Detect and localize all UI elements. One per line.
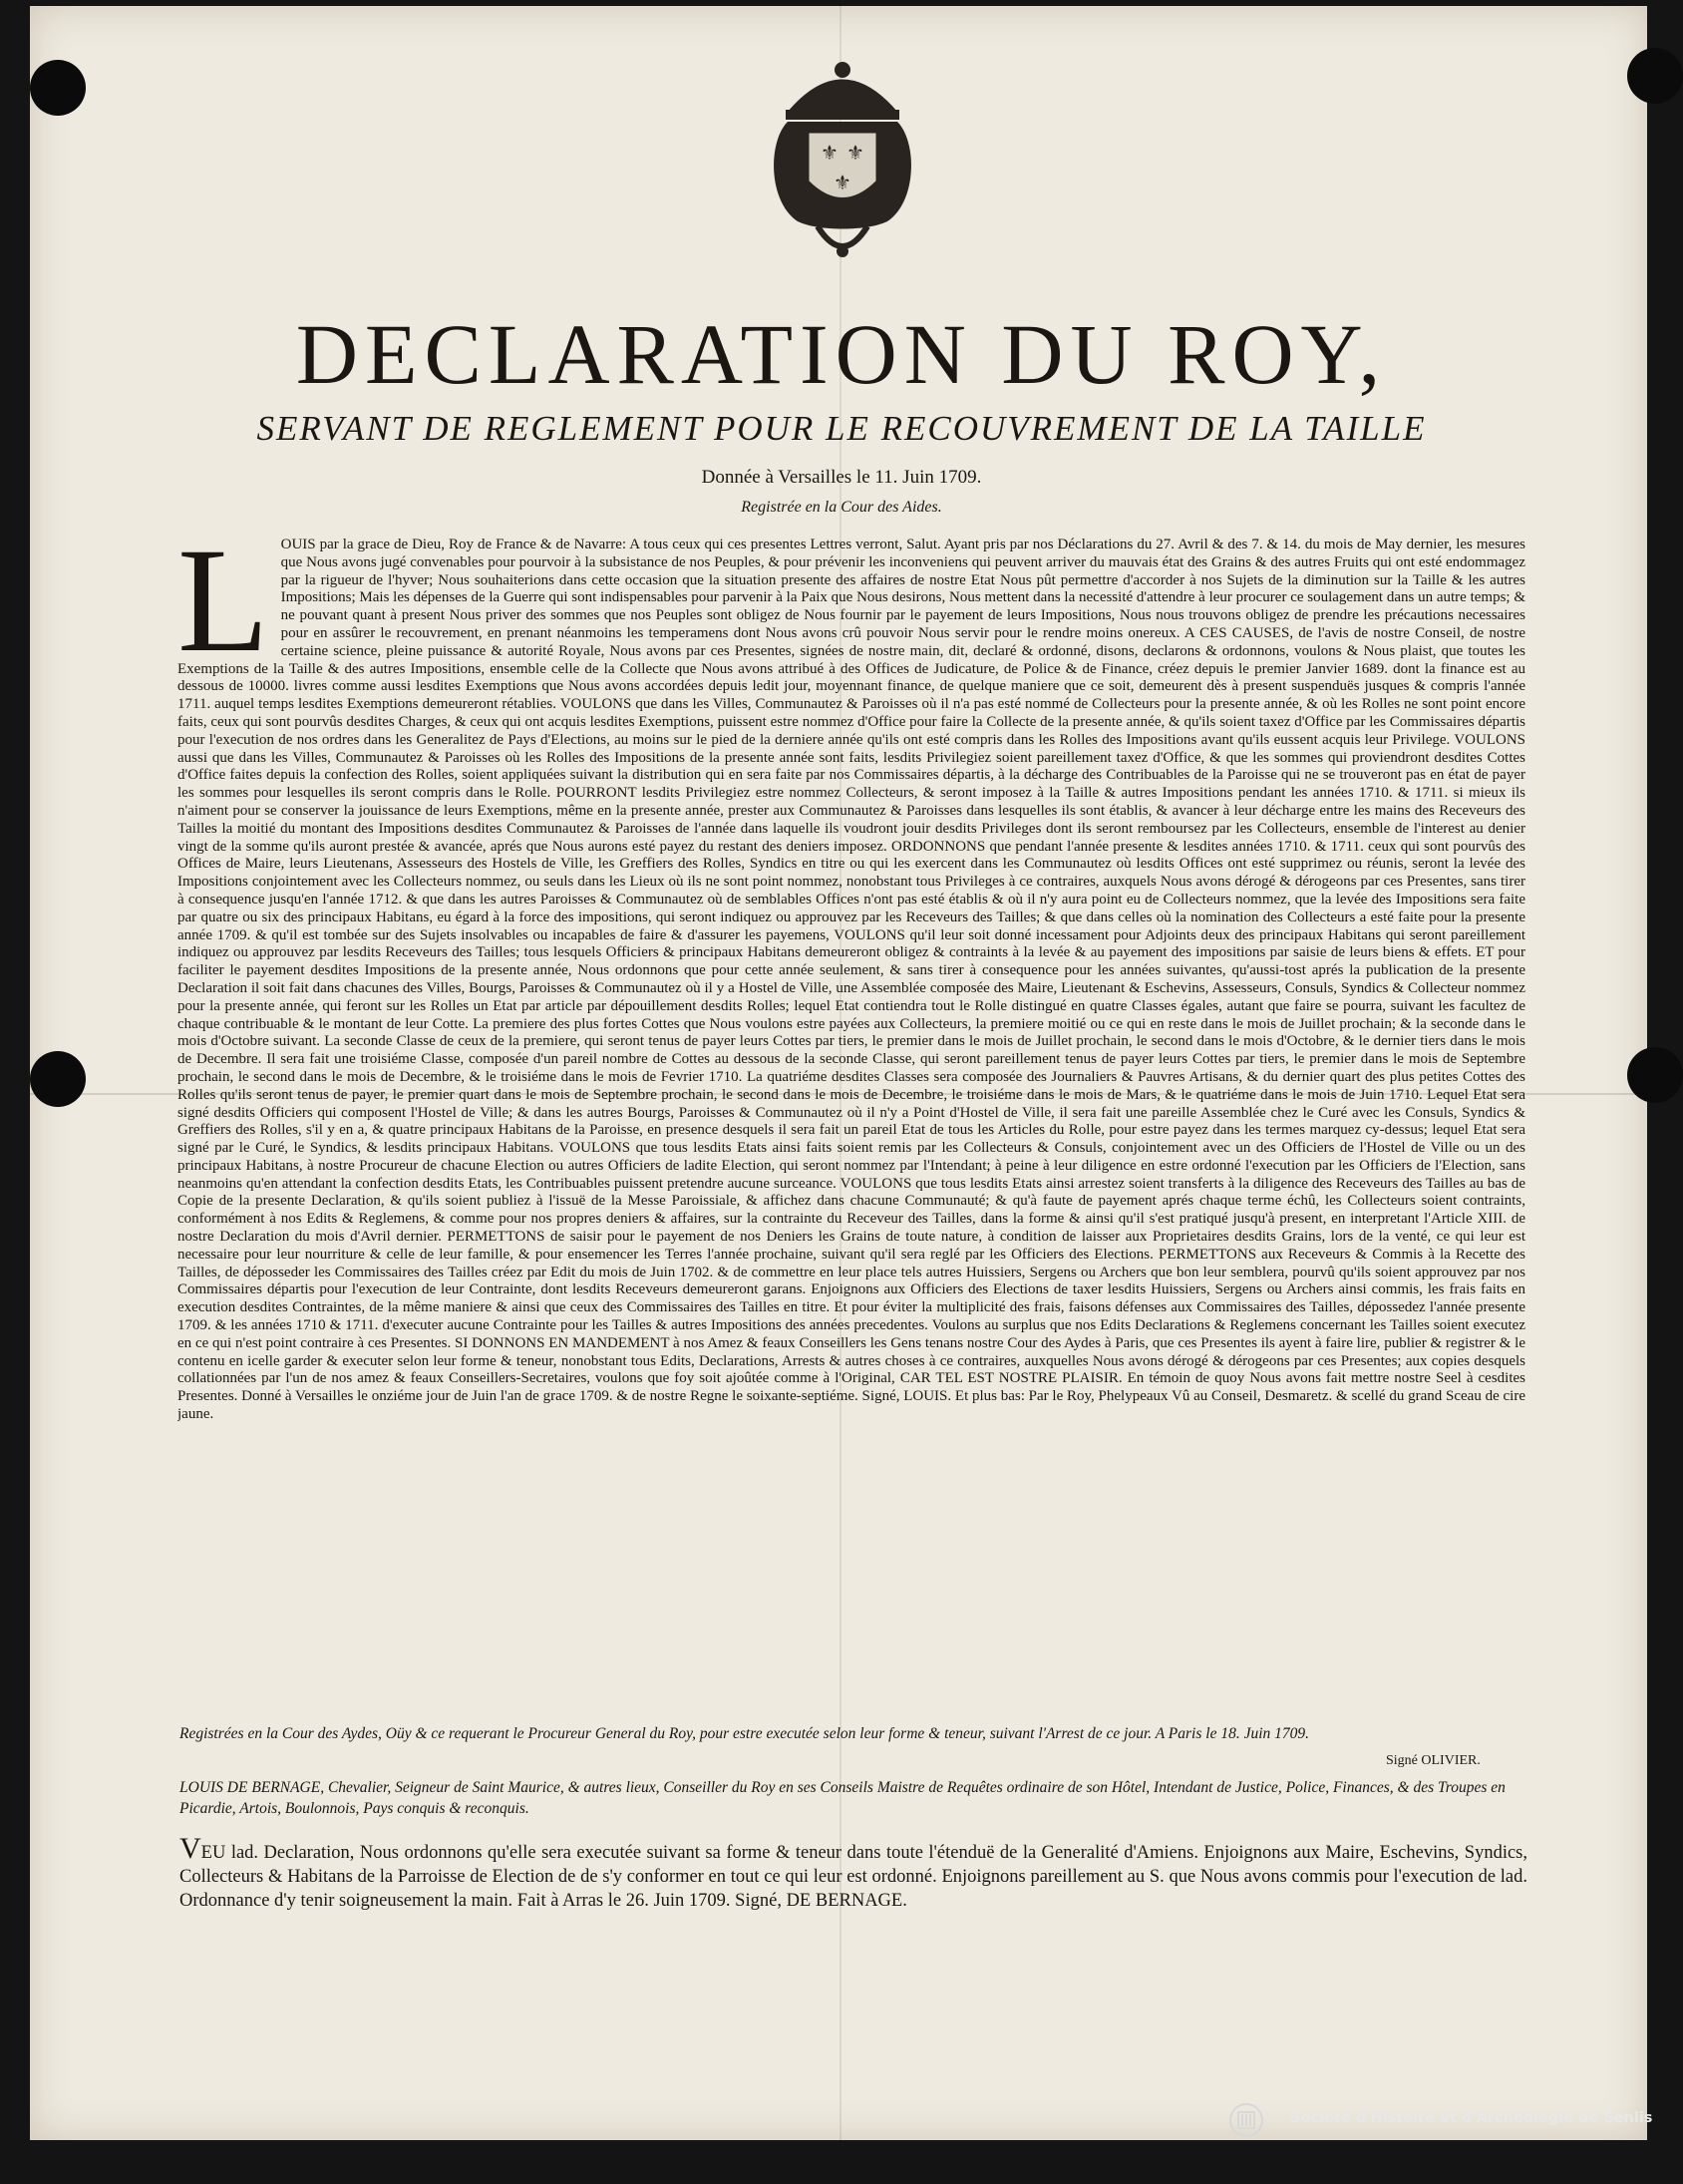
pin-hole-top-right <box>1627 48 1683 104</box>
given-at: Donnée à Versailles le 11. Juin 1709. <box>701 467 982 488</box>
signature-olivier: Signé OLIVIER. <box>1386 1753 1481 1768</box>
svg-text:⚜: ⚜ <box>821 141 839 165</box>
pin-hole-mid-right <box>1627 1047 1683 1103</box>
document-subtitle: SERVANT DE REGLEMENT POUR LE RECOUVREMENT DE LA TAILLE <box>256 409 1427 448</box>
declaration-text: OUIS par la grace de Dieu, Roy de France & de Navarre: A tous ceux qui ces presentes Lettres verront, Salut. Ayant pris par nos Déclarations du 27. Avril & des 7. & 14. du mois de May dernier, les mesures que Nous avons jugé convenables pour pourvoir à la subsistance de nos Peuples, & pour prévenir les inconveniens qui peuvent arriver du mauvais état des Grains & des autres Fruits qui ont esté endommagez par la rigueur de l'hyver; Nous souhaiterions dans cette occasion que la situation presente des affaires de nostre Etat Nous pût permettre d'accorder à nos Sujets de la diminution sur la Taille & les autres Impositions; Mais les dépenses de la Guerre qui sont indispensables pour parvenir à la Paix que Nous desirons, Nous mettent dans la necessité d'attendre à leur procurer ce soulagement dans un autre temps; & ne pouvant quant à present Nous priver des sommes que nos Peuples sont obligez de Nous fournir par le payement de leurs Impositions, Nous nous trouvons obligez de prendre les précautions necessaires pour en assûrer le recouvrement, en prenant néanmoins les temperamens dont Nous avons crû pouvoir Nous servir pour le rendre moins onereux. A CES CAUSES, de l'avis de nostre Conseil, de nostre certaine science, pleine puissance & autorité Royale, Nous avons par ces Presentes, signées de nostre main, dit, declaré & ordonné, disons, declarons & ordonnons, voulons & Nous plaist, que toutes les Exemptions de la Taille & des autres Impositions, ensemble celle de la Collecte que Nous avons attribué à des Offices de Judicature, de Police & de Finance, créez depuis le premier Janvier 1689. dont la finance est au dessous de 10000. livres comme aussi lesdites Exemptions que Nous avons accordées depuis ledit jour, moyennant finance, de quelque maniere que ce soit, demeurent dès à present suspenduës jusques & compris l'année 1711. auquel temps lesdites Exemptions demeureront rétablies. VOULONS que dans les Villes, Communautez & Paroisses où il n'a pas esté nommé de Collecteurs pour la presente année, & où les Rolles ne sont point encore faits, ceux qui sont pourvûs desdites Charges, & ceux qui ont acquis lesdites Exemptions, puissent estre nommez d'Office pour faire la Collecte de la presente année, & qu'ils soient taxez d'Office par les Commissaires départis pour l'execution de nos ordres dans les Generalitez de Pays d'Elections, au moins sur le pied de la derniere année qu'ils ont esté compris dans les Rolles des Impositions avant qu'ils eussent acquis leur Privilege. VOULONS aussi que dans les Villes, Communautez & Paroisses où les Rolles des Impositions de la presente année sont faits, lesdits Privilegiez soient pareillement taxez d'Office, & que les sommes qui proviendront desdites Cottes d'Office faites depuis la confection des Rolles, soient appliquées suivant la distribution qui en sera faite par nos Commissaires départis, à la décharge des Contribuables de la Paroisse qui ne se trouveront pas en état de payer les sommes pour lesquelles ils seront compris dans le Rolle. POURRONT lesdits Privilegiez estre nommez Collecteurs, & seront imposez à la Taille & autres Impositions pendant les années 1710. & 1711. si mieux ils n'aiment pour se conserver la jouissance de leurs Exemptions, même en la presente année, prester aux Communautez & Paroisses dans lesquelles ils sont établis, & avancer à leur décharge entre les mains des Receveurs des Tailles la moitié du montant des Impositions desdites Communautez & Paroisses de l'année dans laquelle ils voudront jouir desdits Privileges dont ils seront remboursez par les Collecteurs, ensemble de l'interest au denier vingt de la somme qu'ils auront prestée & avancée, aprés que Nous aurons esté payez du restant des deniers imposez. ORDONNONS que pendant l'année presente & lesdites années 1710. & 1711. ceux qui sont pourvûs des Offices de Maire, leurs Lieutenans, Assesseurs des Hostels de Ville, les Greffiers des Rolles, Syndics en titre ou qui les exercent dans les Communautez où lesdits Offices ont esté supprimez ou réunis, seront la levée des Impositions conjointement avec les Collecteurs nommez, ou seuls dans les Lieux où ils ne sont point nommez, nonobstant tous Privileges à ce contraires, auxquels Nous avons dérogé & dérogeons par ces Presentes, sans tirer à consequence jusqu'en l'année 1712. & que dans les autres Paroisses & Communautez où de semblables Offices n'ont pas esté établis & où il n'y aura point eu de Collecteurs nommez, que la levée des Impositions sera faite par quatre ou six des principaux Habitans, eu égard à la force des impositions, qui seront indiquez ou approuvez par les Receveurs des Tailles; & que dans celles où la nomination des Collecteurs a esté faite pour la presente année 1709. & qu'il est tombée sur des Sujets insolvables ou incapables de faire & d'assurer les payemens, VOULONS qu'il leur soit donné incessament pour Adjoints deux des principaux Habitans qui seront pareillement indiquez ou approuvez par lesdits Receveurs des Tailles; tous lesquels Officiers & principaux Habitans demeureront obligez & contraints à la levée & au payement des impositions par saisie de leurs biens & effets. ET pour faciliter le payement desdites Impositions de la presente année, Nous ordonnons que pour cette année seulement, & sans tirer à consequence pour les années suivantes, qu'aussi-tost aprés la publication de la presente Declaration il soit fait dans chacunes des Villes, Bourgs, Paroisses & Communautez où il y a Hostel de Ville, une Assemblée composée des Maire, Lieutenant & Eschevins, Assesseurs, Consuls, Syndics & Collecteur nommez pour la presente année, qui feront sur les Rolles un Etat par article par dépouillement desdits Rolles; lequel Etat contiendra tout le Rolle distingué en quatre Classes égales, autant que faire se pourra, suivant les facultez de chaque contribuable & le montant de leur Cotte. La premiere des plus fortes Cottes que Nous voulons estre payées aux Collecteurs, la premiere moitié ou ce qui en reste dans le mois de Juillet prochain; & la seconde dans le mois d'Octobre suivant. La seconde Classe de ceux de la premiere, qui seront tenus de payer leurs Cottes par tiers, le premier dans le mois de Juillet prochain, le second dans le mois d'Octobre, & le dernier tiers dans le mois de Decembre. Il sera fait une troisiéme Classe, composée d'un pareil nombre de Cottes au dessous de la seconde Classe, qui seront pareillement tenus de payer leurs Cottes par tiers, le premier dans le mois de Septembre prochain, le second dans le mois de Decembre, & le troisiéme dans le mois de Fevrier 1710. La quatriéme desdites Classes sera composée des Journaliers & Pauvres Artisans, & du dernier quart des plus petites Cottes des Rolles qu'ils seront tenus de payer, le premier quart dans le mois de Septembre prochain, le second dans le mois de Decembre, le troisiéme dans le mois de Mars, & le quatriéme dans le mois de Juin 1710. Lequel Etat sera signé desdits Officiers qui composent l'Hostel de Ville; & dans les autres Bourgs, Paroisses & Communautez où il n'y a Point d'Hostel de Ville, il sera fait une pareille Assemblée chez le Curé avec les Consuls, Syndics & Greffiers des Rolles, s'il y en a, & quatre principaux Habitans de la Paroisse, en presence desquels il sera fait un pareil Etat de tous les Articles du Rolle, pour estre payez dans les termes marquez cy-dessus; lequel Etat sera signé par le Curé, le Syndics, & lesdits principaux Habitans. VOULONS que tous lesdits Etats ainsi faits soient remis par les Collecteurs & Consuls, conjointement avec un des Officiers de l'Hostel de Ville ou un des principaux Habitans, à nostre Procureur de chacune Election ou autres Officiers de ladite Election, qui seront nommez par l'Intendant; à peine à leur diligence en estre ordonné l'execution par les Officiers de l'Election, sans neanmoins qu'en attendant la confection desdits Etats, les Contribuables puissent pretendre aucune surceance. VOULONS que tous lesdits Etats ainsi arrestez soient transferts à la diligence des Receveurs des Tailles au bas de Copie de la presente Declaration, & qu'ils soient publiez à l'issuë de la Messe Paroissiale, & affichez dans chacune Communauté; & qu'à faute de payement aprés chaque terme échû, les Collecteurs soient contraints, conformément à nos Edits & Reglemens, & comme pour nos propres deniers & affaires, sur la contrainte du Receveur des Tailles, dans la forme & ainsi qu'il s'est pratiqué jusqu'à present, en interpretant l'Article XIII. de nostre Declaration du mois d'Avril dernier. PERMETTONS de saisir pour le payement de nos Deniers les Grains de toute nature, à condition de laisser aux Proprietaires desdits Grains, lors de la venté, ce qui leur est necessaire pour leur nourriture & celle de leur famille, & pour ensemencer les Terres l'année prochaine, suivant qu'il sera reglé par les Officiers des Elections. PERMETTONS aux Receveurs & Commis à la Recette des Tailles, de déposseder les Commissaires des Tailles créez par Edit du mois de Juin 1702. & de commettre en leur place tels autres Huissiers, Sergens ou Archers que bon leur semblera, pourvû qu'ils soient approuvez par nos Commissaires départis pour l'execution de leur Contrainte, dont lesdits Receveurs demeureront garans. Enjoignons aux Officiers des Elections de taxer lesdits Huissiers, Sergens ou Archers ainsi commis, les frais faits en execution desdites Contraintes, de la même maniere & ainsi que ceux des Commissaires des Tailles en titre. Et pour éviter la multiplicité des frais, faisons défenses aux Commissaires des Tailles, dépossedez l'année presente 1709. & les années 1710 & 1711. d'executer aucune Contrainte pour les Tailles & autres Impositions des années precedentes. Voulons au surplus que nos Edits Declarations & Reglemens concernant les Tailles soient executez en ce qui n'est point contraire à ces Presentes. SI DONNONS EN MANDEMENT à nos Amez & feaux Conseillers les Gens tenans nostre Cour des Aydes à Paris, que ces Presentes ils ayent à faire lire, publier & registrer & le contenu en icelle garder & executer selon leur forme & teneur, nonobstant tous Edits, Declarations, Arrests & autres choses à ce contraires, auxquelles Nous avons dérogé & dérogeons par ces Presentes; aux copies desquels collationnées par l'un de nos amez & feaux Conseillers-Secretaires, voulons que foy soit ajoûtée comme à l'Original, CAR TEL EST NOSTRE PLAISIR. En témoin de quoy Nous avons fait mettre nostre Seel à cesdites Presentes. Donné à Versailles le onziéme jour de Juin l'an de grace 1709. & de nostre Regne le soixante-septiéme. Signé, LOUIS. Et plus bas: Par le Roy, Phelypeaux Vû au Conseil, Desmaretz. & scellé du grand Sceau de cire jaune. <box>177 537 1525 1423</box>
ordonnance-paragraph <box>179 1832 1527 1913</box>
royal-arms-icon <box>758 52 927 271</box>
document-title: DECLARATION DU ROY, <box>295 306 1388 402</box>
declaration-body <box>177 537 1525 1708</box>
svg-text:⚜: ⚜ <box>846 141 864 165</box>
society-logo-icon <box>1228 2102 1264 2138</box>
footer-credit: Société d'Histoire et d'Archéologie de Senlis <box>1290 2110 1653 2126</box>
drop-cap: L <box>177 537 269 683</box>
bernage-header: LOUIS DE BERNAGE, Chevalier, Seigneur de Saint Maurice, & autres lieux, Conseiller du Roy en ses Conseils Maistre de Requêtes ordinaire de son Hôtel, Intendant de Justice, Police, Finances, & des Troupes en Picardie, Artois, Boulonnois, Pays conquis & reconquis. <box>179 1779 1506 1817</box>
registration-note: Registrées en la Cour des Aydes, Oüy & ce requerant le Procureur General du Roy, pour estre executée selon leur forme & teneur, suivant l'Arrest de ce jour. A Paris le 18. Juin 1709. <box>179 1725 1310 1742</box>
ordonnance-cap: V <box>179 1832 201 1865</box>
registered-note: Registrée en la Cour des Aides. <box>741 499 942 516</box>
ordonnance-text: EU lad. Declaration, Nous ordonnons qu'elle sera executée suivant sa forme & teneur dans toute l'étenduë de la Generalité d'Amiens. Enjoignons aux Maire, Eschevins, Syndics, Collecteurs & Habitans de la Parroisse de Election de de s'y conformer en tout ce qui leur est ordonné. Enjoignons pareillement au S. que Nous avons commis pour l'execution de lad. Ordonnance d'y tenir soigneusement la main. Fait à Arras le 26. Juin 1709. Signé, DE BERNAGE. <box>179 1843 1527 1911</box>
svg-text:⚜: ⚜ <box>834 171 851 194</box>
pin-hole-top-left <box>30 60 86 116</box>
pin-hole-mid-left <box>30 1051 86 1107</box>
